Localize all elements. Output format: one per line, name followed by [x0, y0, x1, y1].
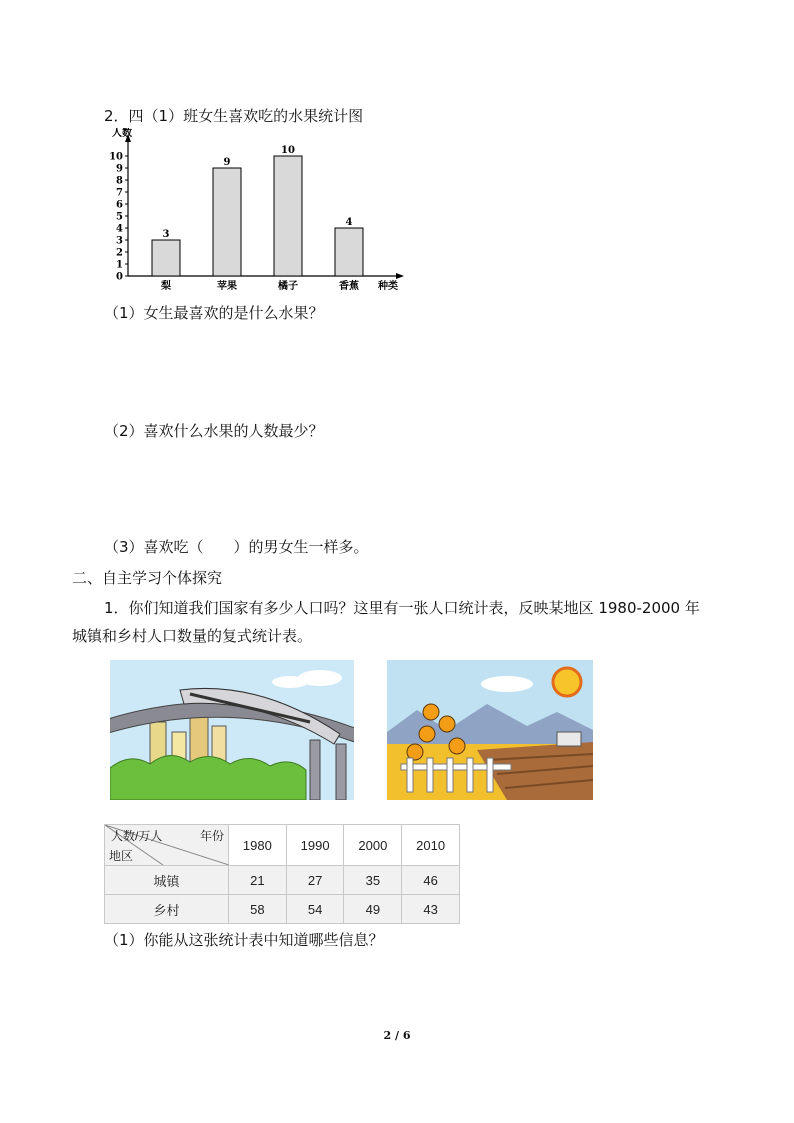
header-year: 年份 [199, 829, 224, 843]
question-2-sub-2: （2）喜欢什么水果的人数最少？ [104, 422, 324, 440]
value-cell: 21 [229, 866, 287, 895]
y-tick-label: 3 [116, 235, 123, 247]
bar-data-label: 4 [345, 217, 353, 228]
value-cell: 43 [402, 895, 460, 924]
bar-data-label: 9 [223, 157, 231, 168]
table-row-urban [105, 866, 460, 895]
x-tick-label: 橘子 [278, 281, 298, 292]
bar [335, 228, 363, 276]
year-cell: 2000 [344, 825, 402, 866]
value-cell: 58 [229, 895, 287, 924]
x-tick-label: 香蕉 [339, 281, 359, 292]
y-axis-label: 人数 [112, 128, 132, 139]
y-tick-label: 0 [116, 271, 123, 283]
y-tick-label: 5 [116, 211, 123, 223]
bar-data-label: 3 [162, 229, 170, 240]
question-2-title: 2．四（1）班女生喜欢吃的水果统计图 [104, 107, 364, 125]
section-2-q1-sub-1: （1）你能从这张统计表中知道哪些信息？ [104, 931, 384, 949]
value-cell: 49 [344, 895, 402, 924]
y-tick-label: 10 [109, 151, 123, 163]
year-cell: 2010 [402, 825, 460, 866]
y-tick-label: 9 [116, 163, 123, 175]
section-2-q1-line-1: 1．你们知道我们国家有多少人口吗？这里有一张人口统计表，反映某地区 1980-2000 年 [104, 599, 700, 617]
bar [274, 156, 302, 276]
table-row-rural [105, 895, 460, 924]
y-tick-label: 8 [116, 175, 123, 187]
fruit-bar-chart [100, 128, 410, 294]
page-number: 2 / 6 [383, 1029, 411, 1042]
x-tick-label: 苹果 [217, 281, 237, 292]
x-axis-arrow [396, 273, 404, 279]
value-cell: 46 [402, 866, 460, 895]
y-tick-label: 6 [116, 199, 123, 211]
city-monorail-illustration [110, 660, 354, 800]
y-tick-label: 1 [116, 259, 123, 271]
countryside-sunflower-illustration [387, 660, 593, 800]
value-cell: 27 [286, 866, 344, 895]
section-2-q1-line-2: 城镇和乡村人口数量的复式统计表。 [72, 627, 313, 645]
header-unit: 人数/万人 [111, 829, 163, 843]
section-2-heading: 二、自主学习个体探究 [72, 569, 223, 587]
value-cell: 54 [286, 895, 344, 924]
y-tick-label: 2 [116, 247, 123, 259]
bar-data-label: 10 [281, 145, 295, 156]
bar [213, 168, 241, 276]
question-2-sub-3: （3）喜欢吃（ ）的男女生一样多。 [104, 538, 369, 556]
year-cell: 1980 [229, 825, 287, 866]
y-tick-label: 7 [116, 187, 123, 199]
value-cell: 35 [344, 866, 402, 895]
bar [152, 240, 180, 276]
x-axis-label: 种类 [378, 281, 398, 292]
year-cell: 1990 [286, 825, 344, 866]
table-corner-header [105, 825, 229, 866]
row-label: 城镇 [105, 866, 229, 895]
population-table [104, 824, 460, 924]
row-label: 乡村 [105, 895, 229, 924]
question-2-sub-1: （1）女生最喜欢的是什么水果？ [104, 304, 324, 322]
x-tick-label: 梨 [161, 281, 171, 292]
header-region: 地区 [109, 849, 134, 863]
y-tick-label: 4 [116, 223, 123, 235]
